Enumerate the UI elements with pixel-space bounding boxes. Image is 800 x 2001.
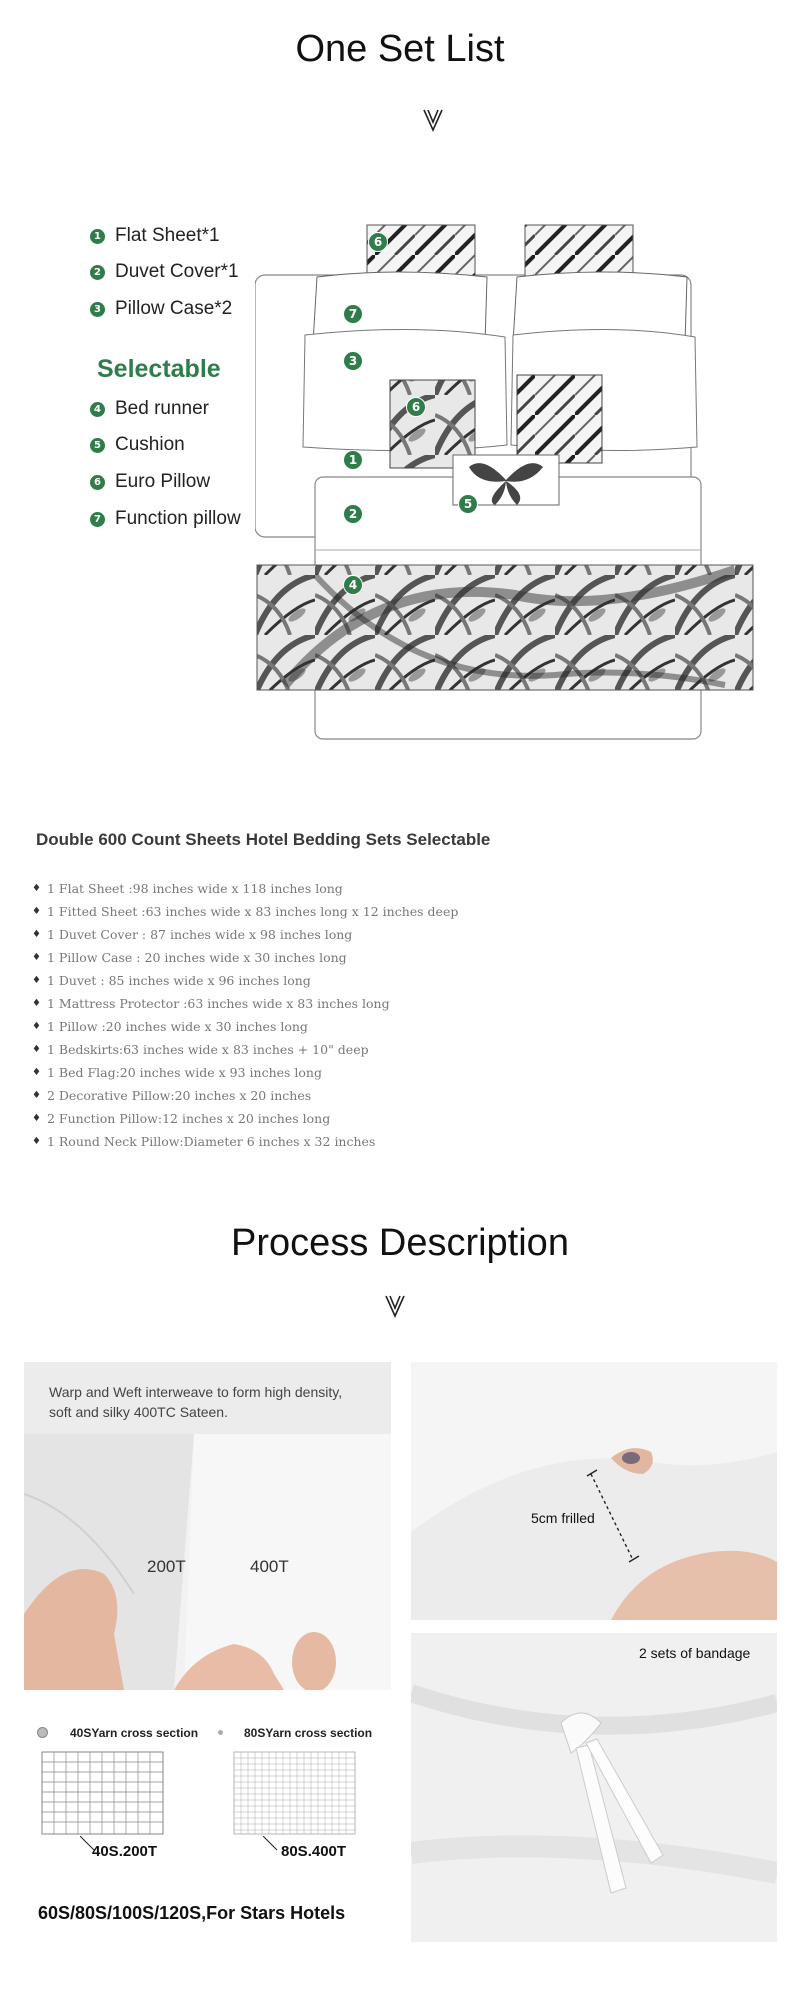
cross-section-label-40s: 40SYarn cross section	[70, 1726, 199, 1740]
spec-text: 1 Round Neck Pillow:Diameter 6 inches x 32 inches	[46, 1134, 376, 1149]
spec-text: 1 Duvet Cover : 87 inches wide x 98 inches long	[46, 927, 353, 942]
spec-text: 1 Flat Sheet :98 inches wide x 118 inches long	[46, 881, 343, 896]
legend-item-flat-sheet	[90, 223, 220, 249]
yarn-dot-icon	[218, 1730, 223, 1735]
list-item	[32, 1015, 458, 1038]
badge-bed-runner: 4	[343, 575, 363, 595]
legend-item-duvet-cover	[90, 259, 239, 285]
bullet-icon: ♦	[32, 998, 41, 1009]
spec-text: 2 Function Pillow:12 inches x 20 inches long	[46, 1111, 331, 1126]
legend-label: Pillow Case*2	[115, 298, 233, 319]
badge-cushion: 5	[458, 494, 478, 514]
list-item	[32, 969, 458, 992]
bandage-photo	[411, 1633, 777, 1942]
chevron-down-icon	[382, 1292, 408, 1318]
bandage-photo-image	[411, 1633, 777, 1942]
legend-label: Function pillow	[115, 508, 241, 529]
list-item	[32, 1038, 458, 1061]
spec-text: 1 Bedskirts:63 inches wide x 83 inches + 10" deep	[46, 1042, 369, 1057]
spec-text: 1 Duvet : 85 inches wide x 96 inches long	[46, 973, 311, 988]
bullet-icon: ♦	[32, 906, 41, 917]
badge-flat-sheet: 1	[343, 450, 363, 470]
list-item	[32, 1061, 458, 1084]
label-200t: 200T	[147, 1557, 186, 1576]
bullet-icon: ♦	[32, 1044, 41, 1055]
legend-item-function-pillow	[90, 506, 241, 532]
spec-text: 1 Bed Flag:20 inches wide x 93 inches long	[46, 1065, 322, 1080]
fabric-comparison-panel	[24, 1362, 391, 1690]
list-item	[32, 900, 458, 923]
legend-label: Duvet Cover*1	[115, 261, 239, 282]
frilled-photo	[411, 1362, 777, 1620]
bed-diagram	[255, 215, 755, 755]
number-badge: 6	[90, 475, 105, 490]
fabric-caption-line: soft and silky 400TC Sateen.	[49, 1404, 228, 1420]
legend-label: Cushion	[115, 434, 185, 455]
legend-label: Flat Sheet*1	[115, 225, 220, 246]
badge-euro-pillow-top: 6	[368, 232, 388, 252]
spec-heading: Double 600 Count Sheets Hotel Bedding Sets Selectable	[36, 830, 491, 849]
badge-duvet: 2	[343, 504, 363, 524]
badge-pillow-case: 3	[343, 351, 363, 371]
section-title-set-list: One Set List	[295, 28, 505, 70]
number-badge: 1	[90, 229, 105, 244]
cross-section-label-80s: 80SYarn cross section	[244, 1726, 373, 1740]
bullet-icon: ♦	[32, 883, 41, 894]
legend-item-pillow-case	[90, 296, 232, 322]
bullet-icon: ♦	[32, 1136, 41, 1147]
legend-item-euro-pillow	[90, 469, 210, 495]
bullet-icon: ♦	[32, 929, 41, 940]
chevron-down-icon	[420, 106, 446, 132]
list-item	[32, 992, 458, 1015]
bullet-icon: ♦	[32, 1090, 41, 1101]
weave-diagram-80s	[232, 1750, 357, 1836]
bullet-icon: ♦	[32, 1067, 41, 1078]
spec-text: 1 Mattress Protector :63 inches wide x 83 inches long	[46, 996, 390, 1011]
bandage-label: 2 sets of bandage	[639, 1645, 751, 1661]
frilled-label: 5cm frilled	[531, 1510, 595, 1526]
weave-label-80s: 80S.400T	[281, 1843, 347, 1860]
spec-text: 1 Pillow Case : 20 inches wide x 30 inches long	[46, 950, 347, 965]
selectable-heading: Selectable	[97, 355, 221, 383]
legend-label: Euro Pillow	[115, 471, 211, 492]
badge-euro-pillow-front: 6	[406, 397, 426, 417]
list-item	[32, 923, 458, 946]
number-badge: 3	[90, 302, 105, 317]
weave-diagram-40s	[40, 1750, 165, 1836]
legend-item-bed-runner	[90, 396, 209, 422]
yarn-dot-icon	[37, 1727, 48, 1738]
list-item	[32, 946, 458, 969]
number-badge: 7	[90, 512, 105, 527]
spec-text: 2 Decorative Pillow:20 inches x 20 inches	[46, 1088, 312, 1103]
fabric-caption-line: Warp and Weft interweave to form high density,	[49, 1384, 343, 1400]
list-item	[32, 877, 458, 900]
list-item	[32, 1084, 458, 1107]
section-title-process: Process Description	[231, 1222, 569, 1264]
stars-hotels-text: 60S/80S/100S/120S,For Stars Hotels	[38, 1903, 346, 1923]
fabric-photo	[24, 1434, 391, 1690]
list-item	[32, 1130, 458, 1153]
legend-item-cushion	[90, 432, 185, 458]
number-badge: 2	[90, 265, 105, 280]
bullet-icon: ♦	[32, 952, 41, 963]
spec-list	[32, 877, 458, 1153]
fabric-caption	[49, 1382, 342, 1422]
weave-label-40s: 40S.200T	[92, 1843, 158, 1860]
frilled-photo-image	[411, 1362, 777, 1620]
number-badge: 4	[90, 402, 105, 417]
number-badge: 5	[90, 438, 105, 453]
badge-function-pillow: 7	[343, 304, 363, 324]
bullet-icon: ♦	[32, 1021, 41, 1032]
legend-label: Bed runner	[115, 398, 210, 419]
spec-text: 1 Pillow :20 inches wide x 30 inches long	[46, 1019, 308, 1034]
list-item	[32, 1107, 458, 1130]
bullet-icon: ♦	[32, 975, 41, 986]
pointer-line-icon	[263, 1836, 283, 1856]
bullet-icon: ♦	[32, 1113, 41, 1124]
spec-text: 1 Fitted Sheet :63 inches wide x 83 inches long x 12 inches deep	[46, 904, 459, 919]
label-400t: 400T	[250, 1557, 289, 1576]
